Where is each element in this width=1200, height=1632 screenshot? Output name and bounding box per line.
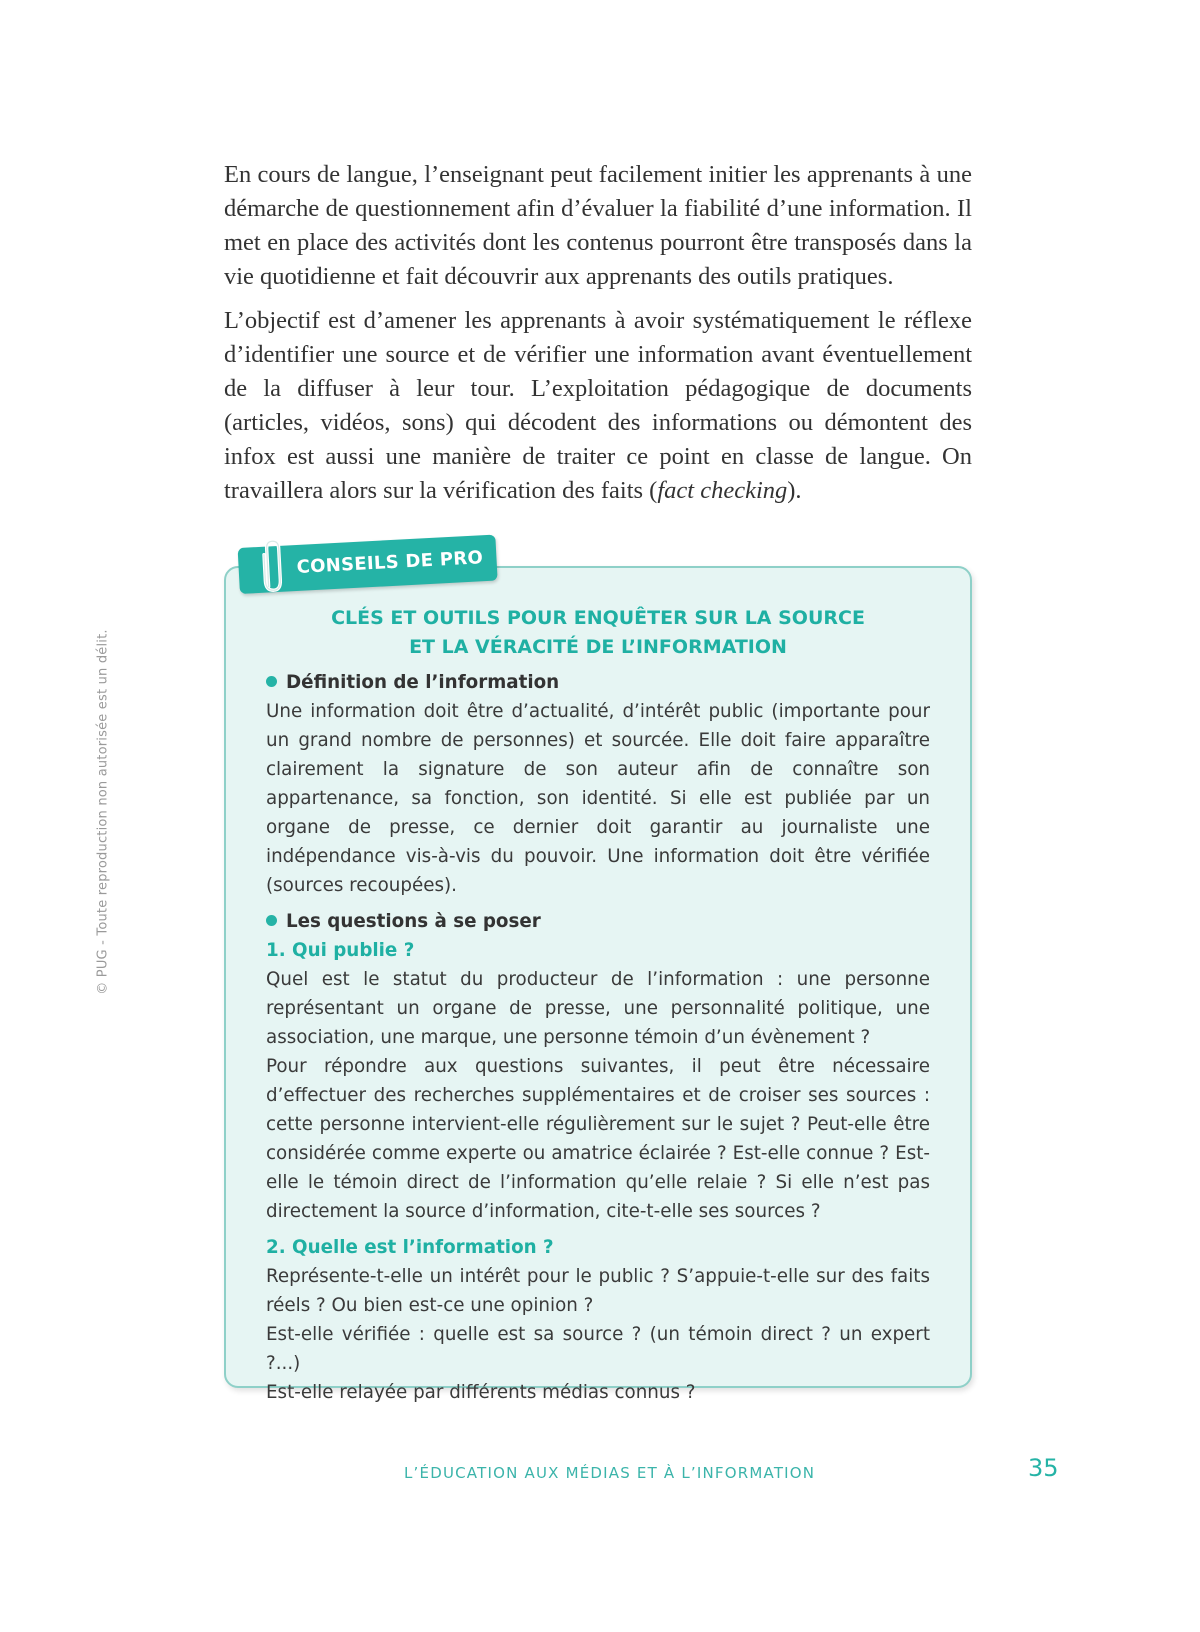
bullet-icon [266,676,277,687]
section-definition-heading: Définition de l’information [266,668,930,697]
intro-text [224,158,972,518]
question-2-text-3: Est-elle relayée par différents médias connus ? [266,1382,696,1403]
tips-tab-label: CONSEILS DE PRO [296,547,484,578]
question-1-text-1: Quel est le statut du producteur de l’information : une personne représentant un organe de presse, une personnalité politique, une association, une marque, une personne témoin d’un évènement ? [266,969,930,1048]
tips-title-line-2: ET LA VÉRACITÉ DE L’INFORMATION [409,636,787,658]
paperclip-icon [257,538,288,595]
question-1-text-2: Pour répondre aux questions suivantes, il peut être nécessaire d’effectuer des recherches supplémentaires et de croiser ses sources : cette personne intervient-elle régulièrement sur le sujet ? Peut-elle être considérée comme experte ou amatrice éclairée ? Est-elle connue ? Est-elle le témoin direct de l’information qu’elle relaie ? Si elle n’est pas directement la source d’information, cite-t-elle ses sources ? [266,1056,930,1222]
intro-paragraph-1: En cours de langue, l’enseignant peut facilement initier les apprenants à une démarche de questionnement afin d’évaluer la fiabilité d’une information. Il met en place des activités dont les contenus pourront être transposés dans la vie quotidienne et fait découvrir aux apprenants des outils pratiques. [224,161,972,290]
bullet-icon [266,915,277,926]
tips-content [266,604,930,1407]
footer-title: L’ÉDUCATION AUX MÉDIAS ET À L’INFORMATION [404,1464,816,1482]
section-questions-heading: Les questions à se poser [266,907,930,936]
intro-paragraph-2-end: ). [787,477,802,504]
tips-title-line-1: CLÉS ET OUTILS POUR ENQUÊTER SUR LA SOURCE [331,607,865,629]
intro-paragraph-2 [224,304,972,508]
question-2-text-2: Est-elle vérifiée : quelle est sa source ? (un témoin direct ? un expert ?...) [266,1324,930,1374]
section-definition-text: Une information doit être d’actualité, d’intérêt public (importante pour un grand nombre de personnes) et sourcée. Elle doit faire apparaître clairement la signature de son auteur afin de connaître son appartenance, sa fonction, son identité. Si elle est publiée par un organe de presse, ce dernier doit garantir au journaliste une indépendance vis-à-vis du pouvoir. Une information doit être vérifiée (sources recoupées). [266,701,930,896]
question-2-text-1: Représente-t-elle un intérêt pour le public ? S’appuie-t-elle sur des faits réels ? Ou bien est-ce une opinion ? [266,1266,930,1316]
intro-paragraph-2-italic: fact checking [657,477,788,504]
question-1-title: 1. Qui publie ? [266,940,415,961]
page-number: 35 [1028,1454,1059,1482]
copyright-notice: © PUG - Toute reproduction non autorisée est un délit. [95,629,111,995]
intro-paragraph-2-main: L’objectif est d’amener les apprenants à avoir systématiquement le réflexe d’identifier une source et de vérifier une information avant éventuellement de la diffuser à leur tour. L’exploitation pédagogique de documents (articles, vidéos, sons) qui décodent des informations ou démontent des infox est aussi une manière de traiter ce point en classe de langue. On travaillera alors sur la vérification des faits ( [224,307,972,504]
question-2-title: 2. Quelle est l’information ? [266,1237,554,1258]
tips-title [266,604,930,662]
